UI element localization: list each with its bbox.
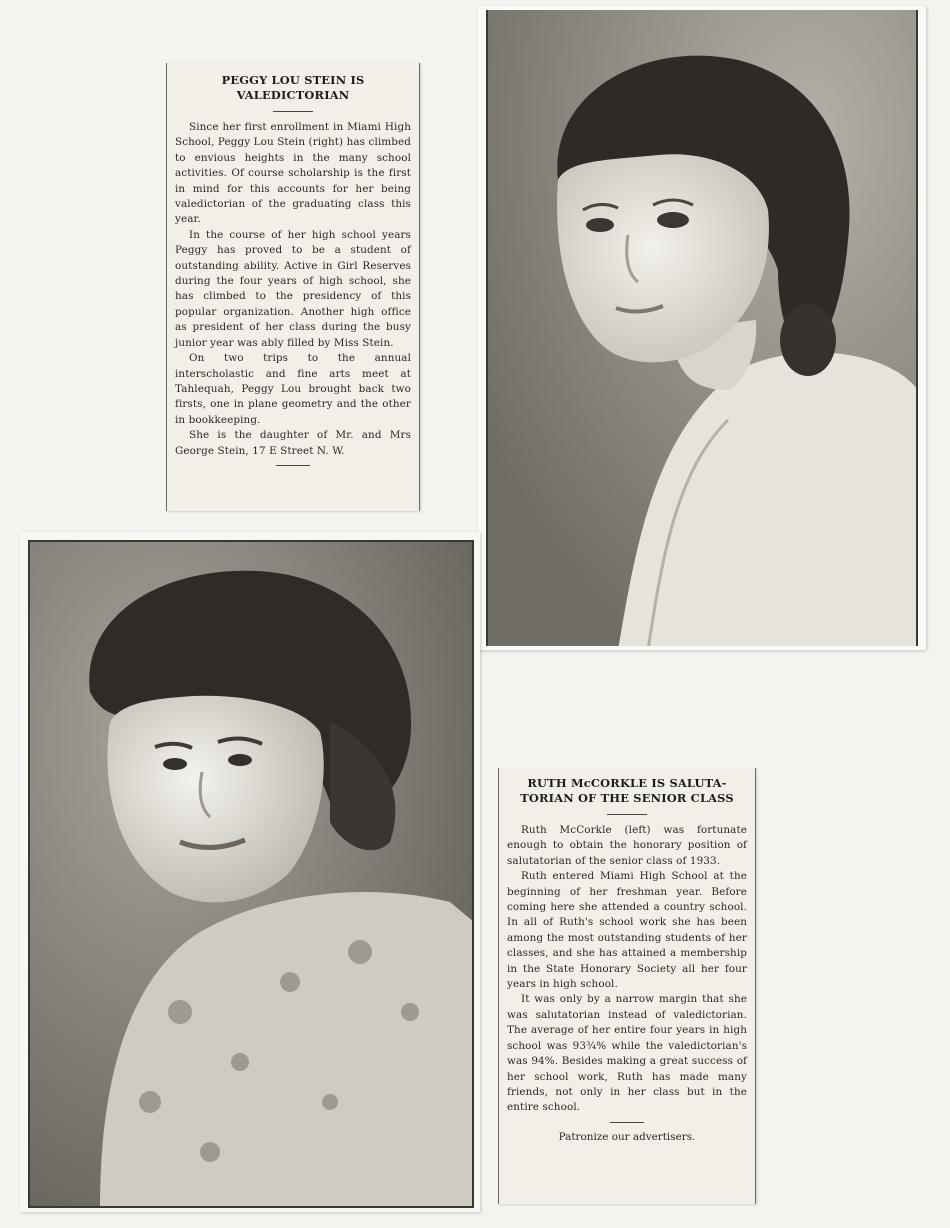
- article-ruth-clipping: [498, 768, 756, 1204]
- paragraph: She is the daughter of Mr. and Mrs George Stein, 17 E Street N. W.: [175, 429, 411, 457]
- article-ruth-footer: Patronize our advertisers.: [558, 1130, 696, 1143]
- headline-line-1: RUTH McCORKLE IS SALUTA-: [527, 776, 727, 790]
- paragraph: Ruth entered Miami High School at the beginning of her freshman year. Before coming here she attended a country school. In all of Ruth's school work she has been among the most outstanding students of her classes, and she has attained a membership in the State Honorary Society all her four years in high school.: [507, 870, 747, 991]
- paragraph: Ruth McCorkle (left) was fortunate enough to obtain the honorary position of salutatorian of the senior class of 1933.: [507, 824, 747, 867]
- end-divider: [276, 465, 310, 466]
- photo-ruth-portrait: [20, 532, 480, 1212]
- headline-line-2: VALEDICTORIAN: [236, 88, 350, 102]
- headline-line-1: PEGGY LOU STEIN IS: [221, 73, 365, 87]
- paragraph: Since her first enrollment in Miami High School, Peggy Lou Stein (right) has climbed to envious heights in the many school activities. Of course scholarship is the first in mind for this accounts for her being valedictorian of the graduating class this year.: [175, 121, 411, 226]
- article-ruth-body: [507, 823, 747, 1116]
- photo-peggy-frame: [486, 10, 918, 646]
- paragraph: On two trips to the annual interscholastic and fine arts meet at Tahlequah, Peggy Lou brought back two firsts, one in plane geometry and the other in bookkeeping.: [175, 352, 411, 426]
- paragraph: In the course of her high school years Peggy has proved to be a student of outstanding ability. Active in Girl Reserves during the four years of high school, she has climbed to the presidency of this popular organization. Another high office as president of her class during the busy junior year was ably filled by Miss Stein.: [175, 228, 411, 349]
- portrait-peggy-illustration: [488, 10, 916, 646]
- paragraph: It was only by a narrow margin that she was salutatorian instead of valedictorian. The average of her entire four years in high school was 93¾% while the valedictorian's was 94%. Besides making a great success of her school work, Ruth has made many friends, not only in her class but in the entire school.: [507, 993, 747, 1114]
- article-peggy-body: [175, 120, 411, 459]
- headline-divider: [273, 111, 313, 112]
- photo-ruth-frame: [28, 540, 474, 1208]
- article-ruth-headline: [507, 776, 747, 806]
- photo-peggy-portrait: [478, 6, 926, 650]
- end-divider: [610, 1122, 644, 1123]
- article-peggy-headline: [175, 73, 411, 103]
- headline-line-2: TORIAN OF THE SENIOR CLASS: [520, 791, 734, 805]
- headline-divider: [607, 814, 647, 815]
- article-peggy-clipping: [166, 63, 420, 511]
- portrait-ruth-illustration: [30, 542, 474, 1206]
